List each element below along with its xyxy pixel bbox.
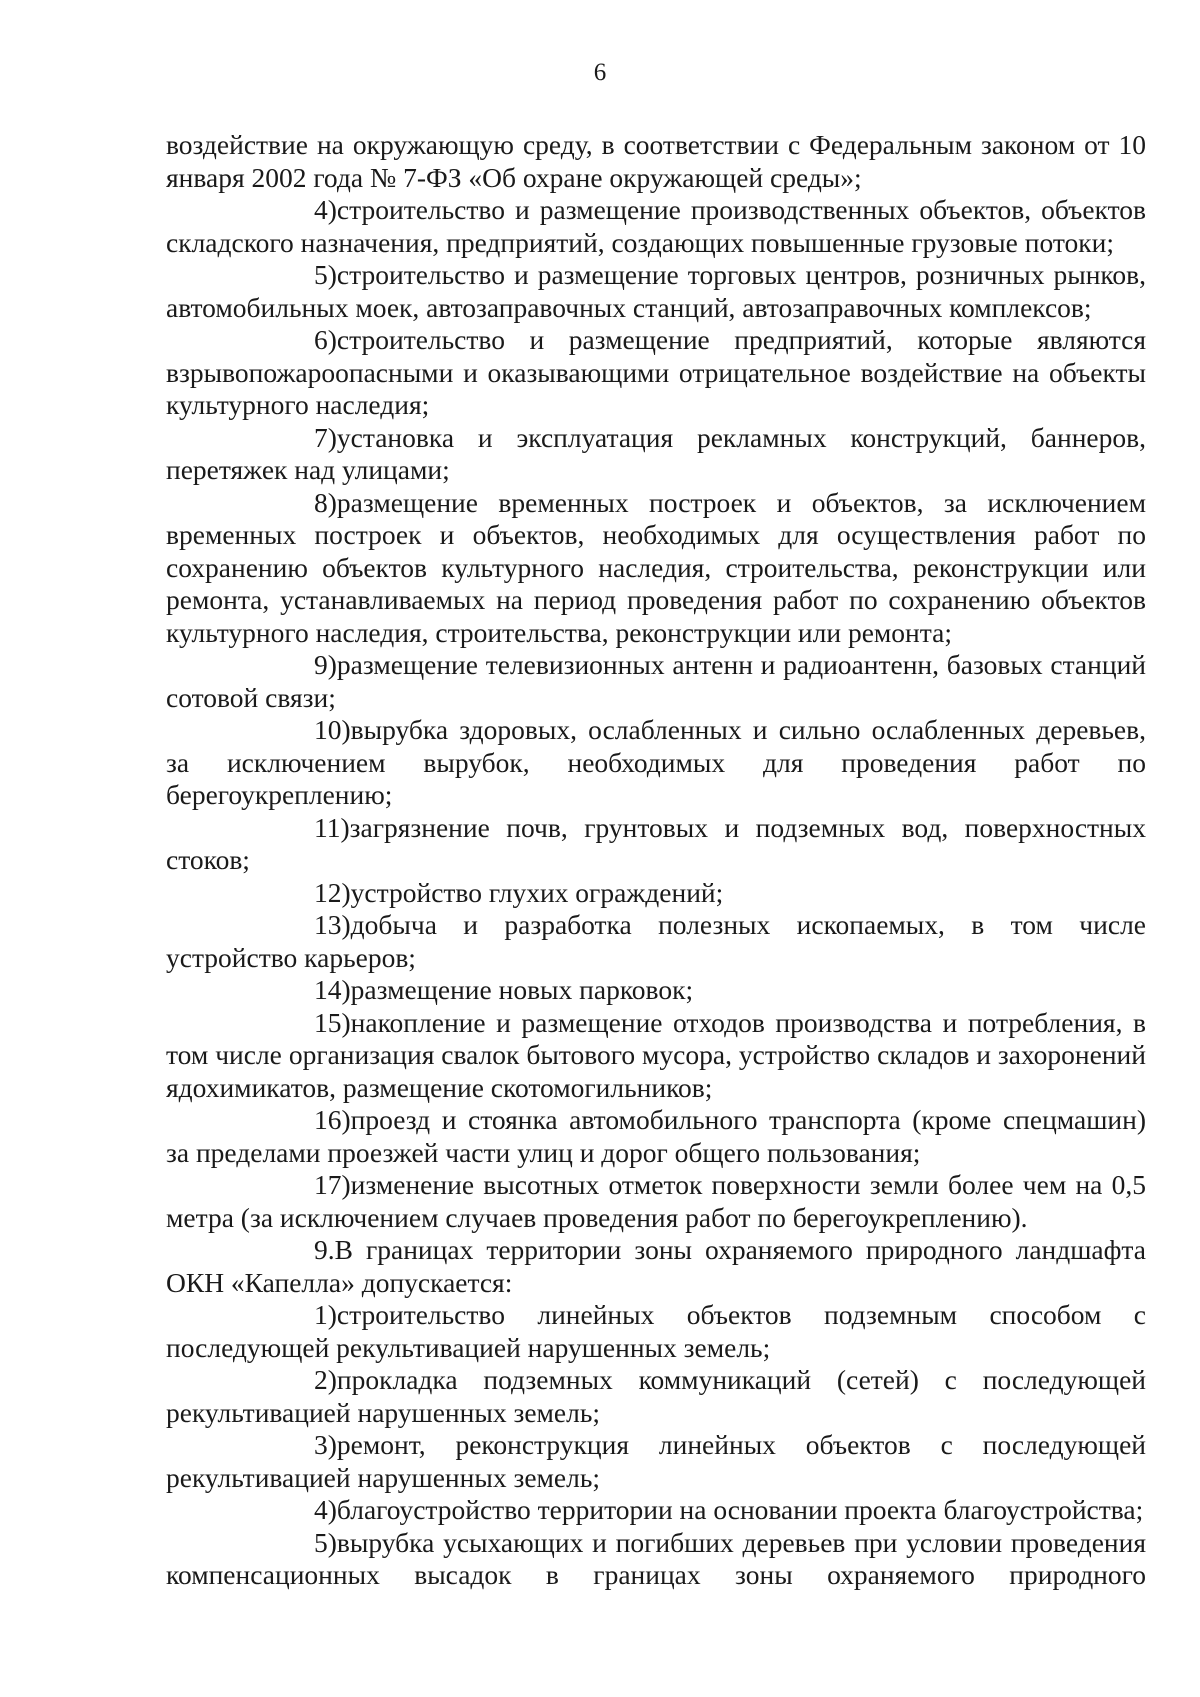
item-number: 7) [314, 421, 337, 453]
paragraph [166, 1234, 1146, 1299]
paragraph-text: размещение временных построек и объектов, за исключением временных построек и объектов, необходимых для осуществления работ по сохранению объектов культурного наследия, строительства, реконструкции или ремонта, устанавливаемых на период проведения работ по сохранению объектов культурного наследия, строительства, реконструкции или ремонта; [166, 486, 1146, 648]
paragraph [166, 1364, 1146, 1429]
paragraph [166, 1429, 1146, 1494]
paragraph-text: загрязнение почв, грунтовых и подземных вод, поверхностных стоков; [166, 811, 1146, 875]
paragraph-text: накопление и размещение отходов производства и потребления, в том числе организация свалок бытового мусора, устройство складов и захоронений ядохимикатов, размещение скотомогильников; [166, 1006, 1146, 1103]
paragraph [166, 974, 1146, 1007]
item-number: 4) [314, 194, 337, 225]
paragraph [166, 487, 1146, 650]
paragraph [166, 1104, 1146, 1169]
item-number: 2) [314, 1364, 337, 1395]
item-number: 14) [314, 974, 351, 1005]
item-number: 17) [314, 1169, 351, 1200]
item-number: 13) [314, 909, 351, 940]
item-number: 9. [314, 1234, 335, 1265]
item-number: 8) [314, 486, 337, 518]
paragraph-text: размещение новых парковок; [350, 974, 694, 1005]
item-number: 11) [314, 811, 350, 843]
paragraph [166, 1169, 1146, 1234]
item-number: 6) [314, 324, 337, 355]
paragraph-text: благоустройство территории на основании проекта благоустройства; [336, 1494, 1144, 1525]
paragraph-text: вырубка здоровых, ослабленных и сильно ослабленных деревьев, за исключением вырубок, необходимых для проведения работ по берегоукреплению; [166, 714, 1146, 810]
paragraph [166, 259, 1146, 324]
paragraph-text: размещение телевизионных антенн и радиоантенн, базовых станций сотовой связи; [166, 649, 1146, 713]
paragraph [166, 1007, 1146, 1105]
item-number: 1) [314, 1299, 337, 1330]
item-number: 4) [314, 1494, 337, 1525]
paragraph-text: В границах территории зоны охраняемого природного ландшафта ОКН «Капелла» допускается: [166, 1234, 1146, 1298]
paragraph-text: проезд и стоянка автомобильного транспорта (кроме спецмашин) за пределами проезжей части улиц и дорог общего пользования; [166, 1104, 1146, 1168]
paragraph [166, 324, 1146, 422]
paragraph [166, 1299, 1146, 1364]
paragraph [166, 194, 1146, 259]
item-number: 3) [314, 1429, 337, 1460]
item-number: 9) [314, 649, 337, 680]
item-number: 10) [314, 714, 351, 745]
paragraph [166, 1494, 1146, 1527]
paragraph-text: строительство и размещение предприятий, которые являются взрывопожароопасными и оказывающими отрицательное воздействие на объекты культурного наследия; [166, 324, 1146, 420]
paragraph-text: прокладка подземных коммуникаций (сетей) с последующей рекультивацией нарушенных земель; [166, 1364, 1146, 1428]
paragraph-text: строительство и размещение торговых центров, розничных рынков, автомобильных моек, автозаправочных станций, автозаправочных комплексов; [166, 259, 1146, 323]
item-number: 15) [314, 1006, 351, 1038]
paragraph-text: устройство глухих ограждений; [350, 876, 724, 908]
paragraph [166, 1527, 1146, 1592]
paragraph-text: добыча и разработка полезных ископаемых, в том числе устройство карьеров; [166, 909, 1146, 973]
item-number: 5) [314, 1526, 337, 1558]
paragraph-text: вырубка усыхающих и погибших деревьев при условии проведения компенсационных высадок в границах зоны охраняемого природного [166, 1526, 1146, 1590]
paragraph-text: воздействие на окружающую среду, в соответствии с Федеральным законом от 10 января 2002 года № 7-ФЗ «Об охране окружающей среды»; [166, 129, 1146, 193]
paragraph-text: установка и эксплуатация рекламных конструкций, баннеров, перетяжек над улицами; [166, 421, 1146, 485]
paragraph [166, 649, 1146, 714]
paragraph-text: строительство и размещение производственных объектов, объектов складского назначения, предприятий, создающих повышенные грузовые потоки; [166, 194, 1146, 258]
document-body [166, 129, 1146, 1592]
paragraph-text: изменение высотных отметок поверхности земли более чем на 0,5 метра (за исключением случаев проведения работ по берегоукреплению). [166, 1169, 1146, 1233]
paragraph-text: строительство линейных объектов подземным способом с последующей рекультивацией нарушенных земель; [166, 1299, 1146, 1363]
paragraph [166, 714, 1146, 812]
item-number: 5) [314, 259, 337, 290]
page-number: 6 [593, 59, 607, 86]
paragraph [166, 129, 1146, 194]
item-number: 16) [314, 1104, 351, 1135]
paragraph [166, 909, 1146, 974]
paragraph-text: ремонт, реконструкция линейных объектов с последующей рекультивацией нарушенных земель; [166, 1429, 1146, 1493]
paragraph [166, 877, 1146, 910]
paragraph [166, 422, 1146, 487]
item-number: 12) [314, 876, 351, 908]
paragraph [166, 812, 1146, 877]
